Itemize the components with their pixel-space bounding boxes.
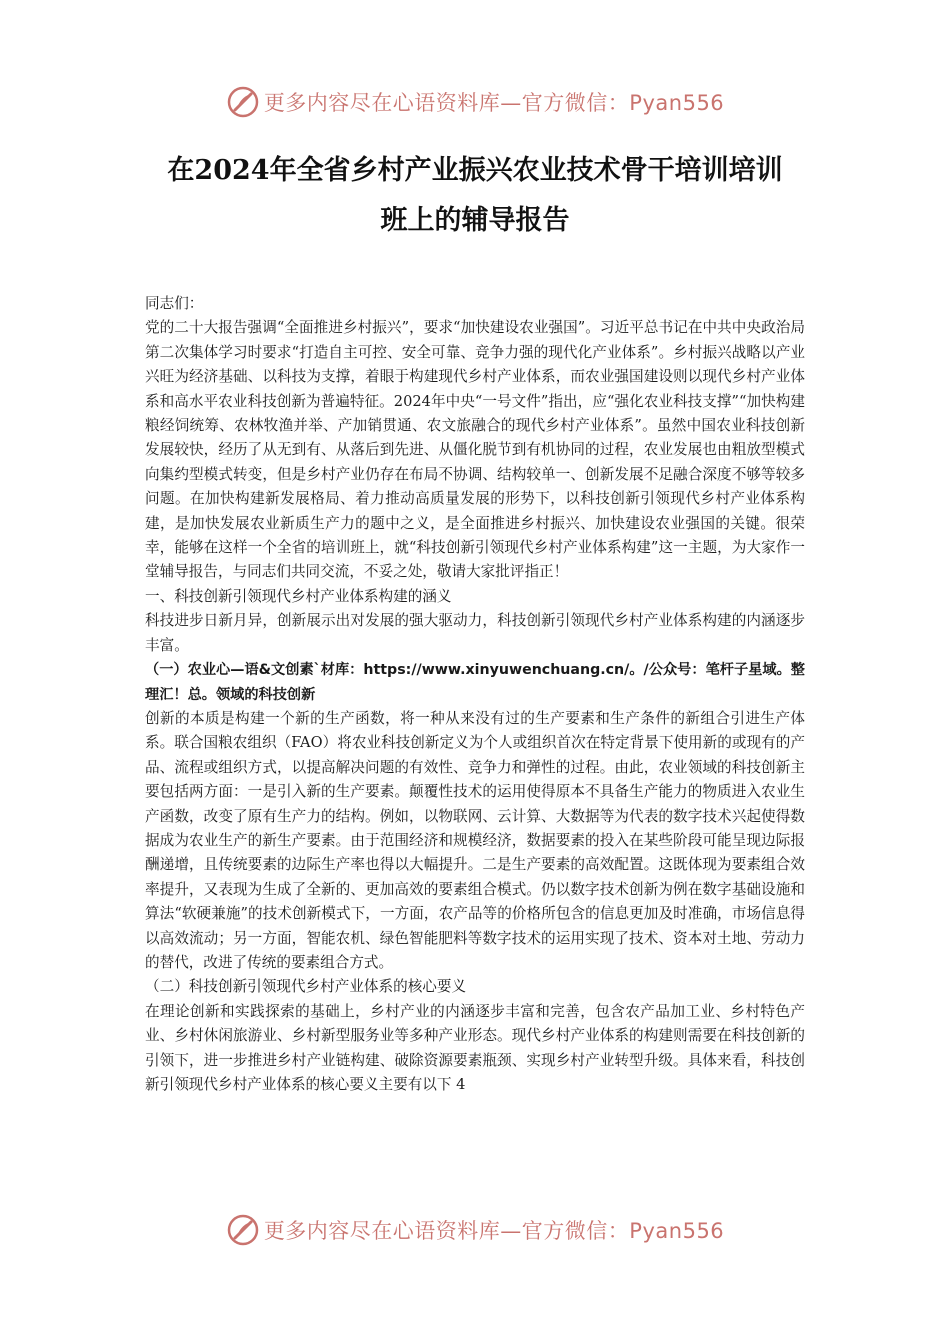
title-line-2: 班上的辅导报告	[380, 205, 570, 236]
banner-text: 更多内容尽在心语资料库—官方微信：Pyan556	[263, 91, 725, 115]
document-title	[110, 146, 840, 246]
subsection-heading-2: （二）科技创新引领现代乡村产业体系的核心要义	[145, 978, 467, 996]
document-body	[145, 292, 805, 1097]
quill-logo-icon	[226, 85, 260, 119]
footer-watermark-banner	[0, 1210, 950, 1250]
section-1-intro: 科技进步日新月异，创新展示出对发展的强大驱动力，科技创新引领现代乡村产业体系构建的内涵逐步丰富。	[145, 612, 805, 654]
subsection-heading-1: （一）农业心—语&文创素`材库：https://www.xinyuwenchuang.cn/。/公众号：笔杆子星域。整理汇！总。领域的科技创新	[145, 662, 805, 703]
banner-text: 更多内容尽在心语资料库—官方微信：Pyan556	[263, 1219, 725, 1243]
subsection-1-body: 创新的本质是构建一个新的生产函数，将一种从来没有过的生产要素和生产条件的新组合引进生产体系。联合国粮农组织（FAO）将农业科技创新定义为个人或组织首次在特定背景下使用新的或现有的产品、流程或组织方式，以提高解决问题的有效性、竞争力和弹性的过程。由此，农业领域的科技创新主要包括两方面：一是引入新的生产要素。颠覆性技术的运用使得原本不具备生产能力的物质进入农业生产函数，改变了原有生产力的结构。例如，以物联网、云计算、大数据等为代表的数字技术兴起使得数据成为农业生产的新生产要素。由于范围经济和规模经济，数据要素的投入在某些阶段可能呈现边际报酬递增，且传统要素的边际生产率也得以大幅提升。二是生产要素的高效配置。这既体现为要素组合效率提升，又表现为生成了全新的、更加高效的要素组合模式。仍以数字技术创新为例在数字基础设施和算法“软硬兼施”的技术创新模式下，一方面，农产品等的价格所包含的信息更加及时准确，市场信息得以高效流动；另一方面，智能农机、绿色智能肥料等数字技术的运用实现了技术、资本对土地、劳动力的替代，改进了传统的要素组合方式。	[145, 709, 805, 971]
salutation: 同志们：	[145, 295, 204, 312]
intro-paragraph: 党的二十大报告强调“全面推进乡村振兴”，要求“加快建设农业强国”。习近平总书记在中共中央政治局第二次集体学习时要求“打造自主可控、安全可靠、竞争力强的现代化产业体系”。乡村振兴战略以产业兴旺为经济基础、以科技为支撑，着眼于构建现代乡村产业体系，而农业强国建设则以现代乡村产业体系和高水平农业科技创新为普遍特征。2024年中央“一号文件”指出，应“强化农业科技支撑”“加快构建粮经饲统筹、农林牧渔并举、产加销贯通、农文旅融合的现代乡村产业体系”。虽然中国农业科技创新发展较快，经历了从无到有、从落后到先进、从僵化脱节到有机协同的过程，农业发展也由粗放型模式向集约型模式转变，但是乡村产业仍存在布局不协调、结构较单一、创新发展不足融合深度不够等较多问题。在加快构建新发展格局、着力推动高质量发展的形势下，以科技创新引领现代乡村产业体系构建，是加快发展农业新质生产力的题中之义，是全面推进乡村振兴、加快建设农业强国的关键。很荣幸，能够在这样一个全省的培训班上，就“科技创新引领现代乡村产业体系构建”这一主题，为大家作一堂辅导报告，与同志们共同交流，不妥之处，敬请大家批评指正！	[145, 319, 805, 581]
section-heading-1: 一、科技创新引领现代乡村产业体系构建的涵义	[145, 587, 452, 605]
subsection-2-body: 在理论创新和实践探索的基础上，乡村产业的内涵逐步丰富和完善，包含农产品加工业、乡村特色产业、乡村休闲旅游业、乡村新型服务业等多种产业形态。现代乡村产业体系的构建则需要在科技创新的引领下，进一步推进乡村产业链构建、破除资源要素瓶颈、实现乡村产业转型升级。具体来看，科技创新引领现代乡村产业体系的核心要义主要有以下 4	[145, 1002, 805, 1093]
quill-logo-icon	[226, 1213, 260, 1247]
title-line-1: 在2024年全省乡村产业振兴农业技术骨干培训培训	[167, 155, 783, 186]
header-watermark-banner	[0, 82, 950, 122]
